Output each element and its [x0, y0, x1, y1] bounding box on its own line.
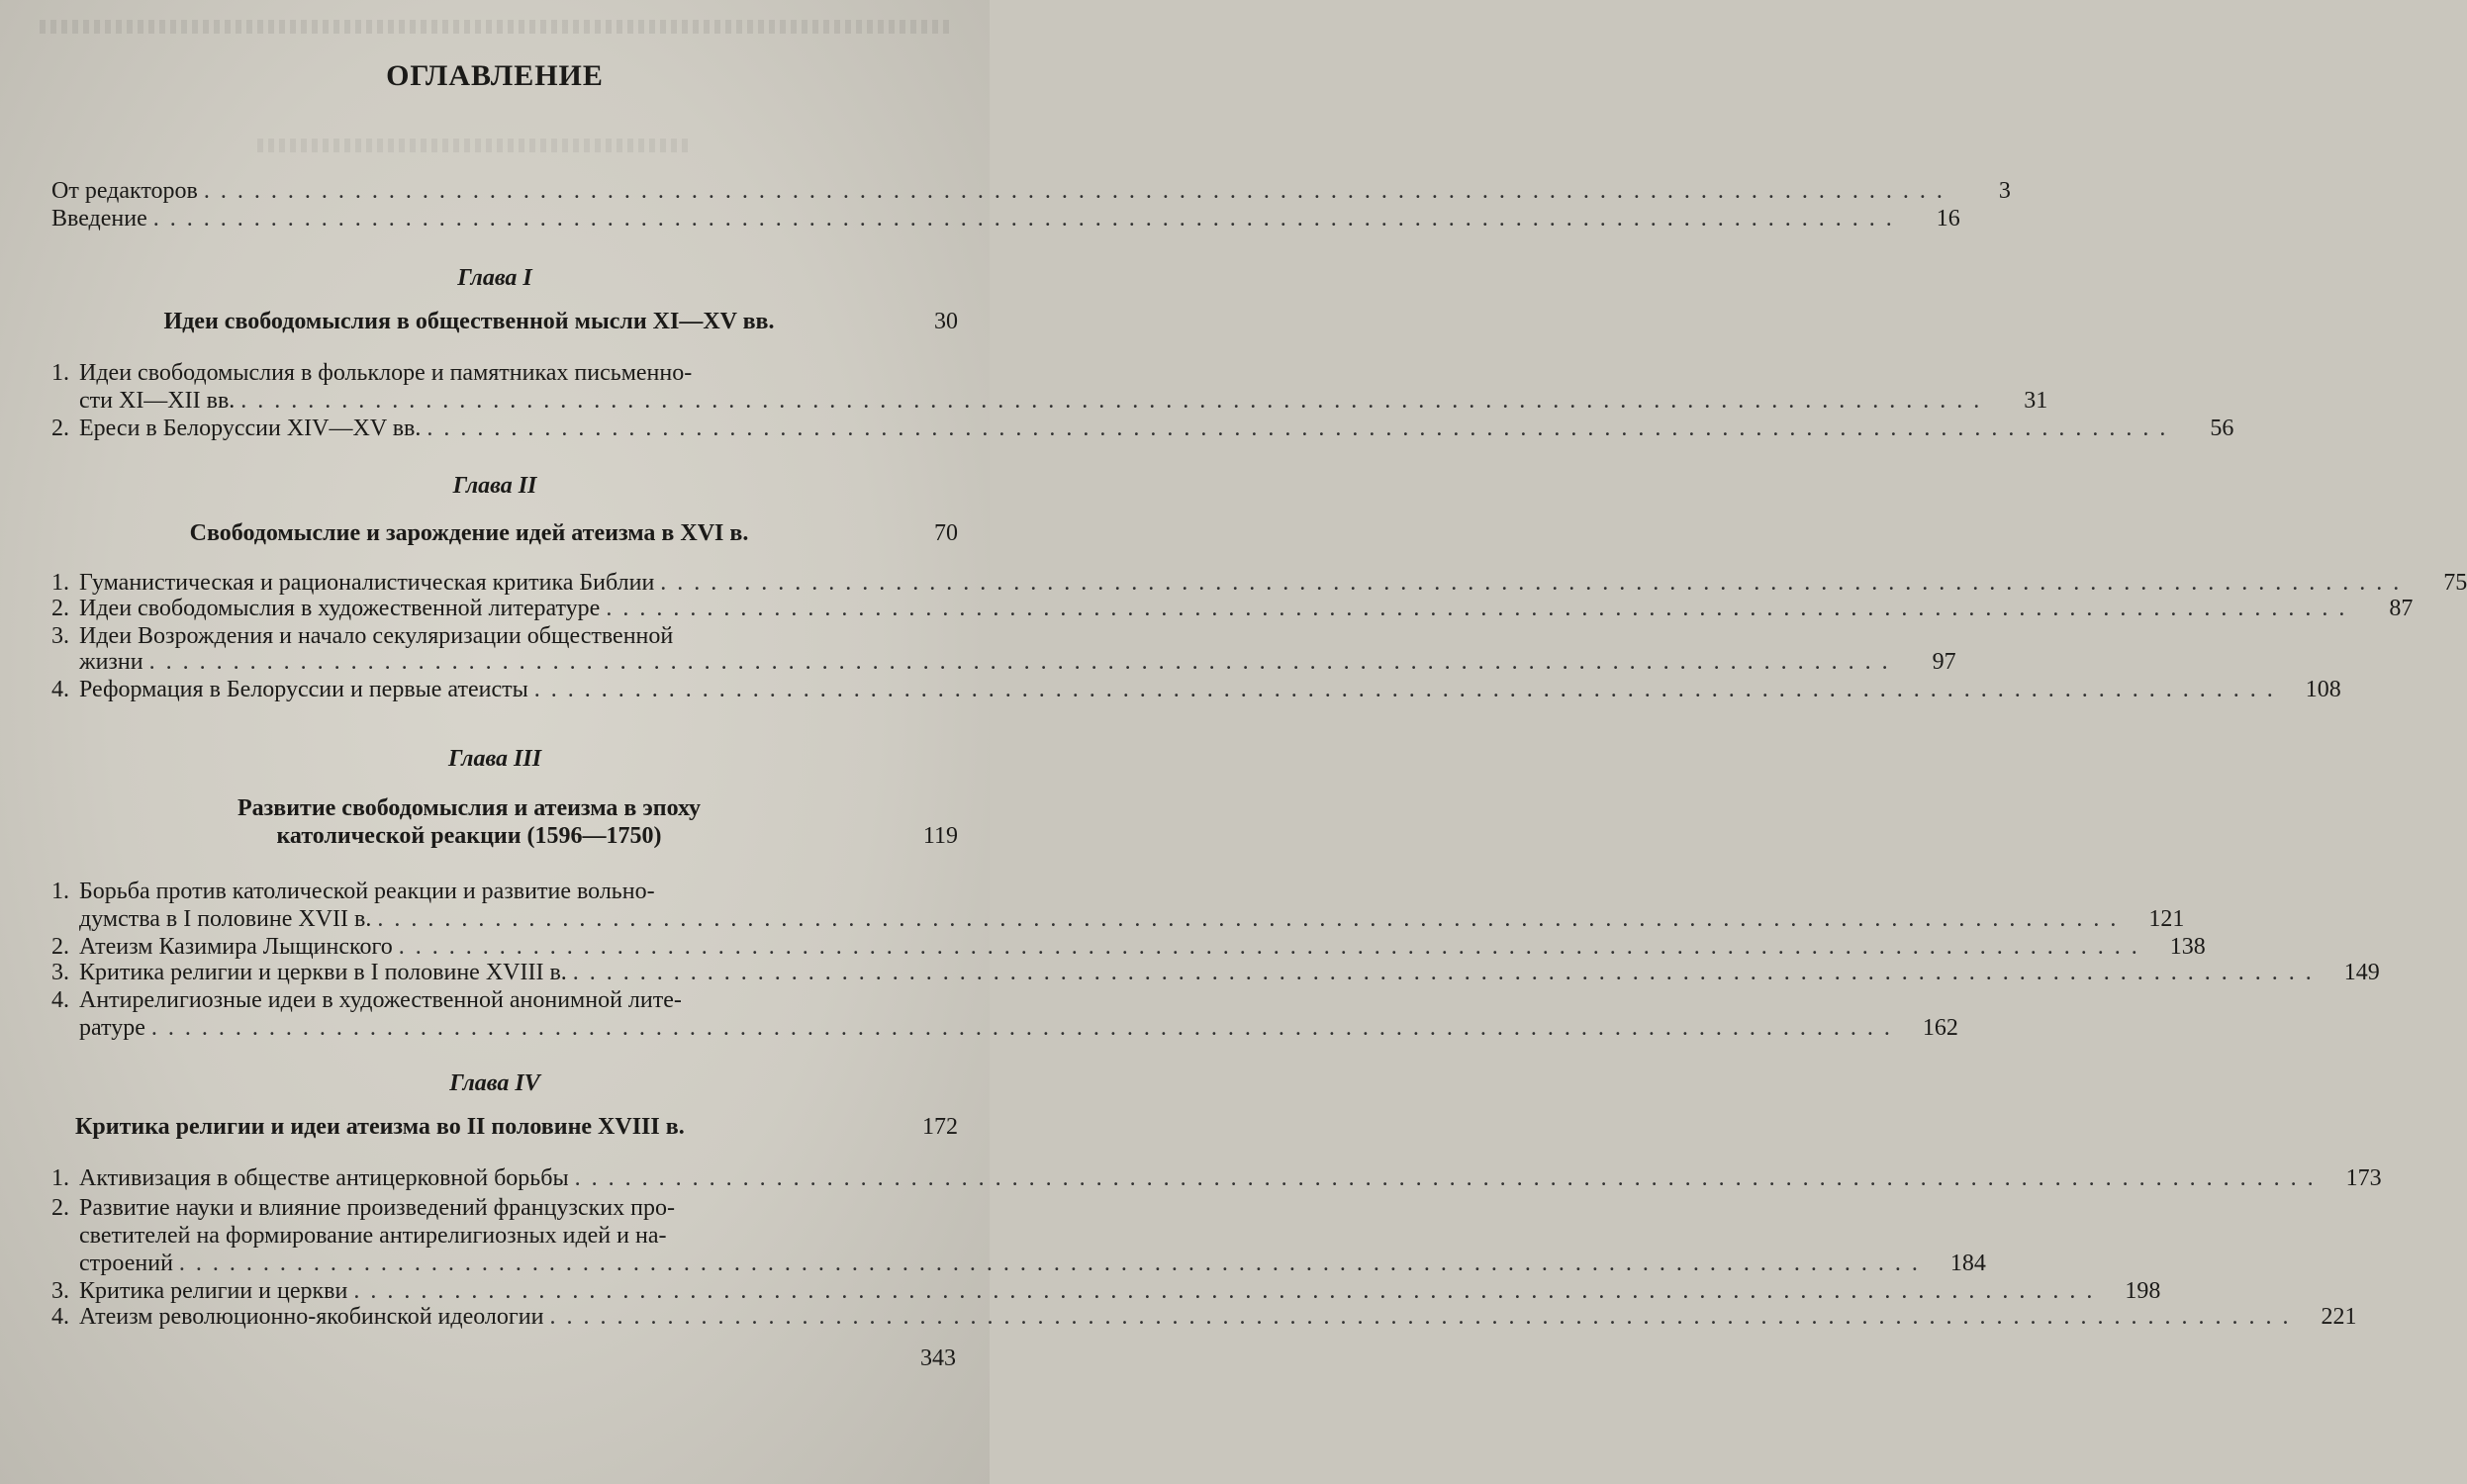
- toc-section: [51, 1302, 2357, 1332]
- section-title-line: светителей на формирование антирелигиозных идей и на-: [79, 1223, 667, 1249]
- section-number: 3.: [51, 960, 69, 985]
- leader-dots: ........................................................................................................: [427, 416, 2177, 441]
- leader-dots: ........................................................................................................: [240, 388, 1991, 414]
- section-number: 4.: [51, 987, 69, 1013]
- leader-dots: ........................................................................................................: [353, 1278, 2104, 1304]
- section-title-line: Атеизм революционно-якобинской идеологии: [79, 1304, 544, 1330]
- toc-section: [51, 985, 958, 1015]
- section-page: 173: [2345, 1165, 2382, 1191]
- section-number: 1.: [51, 570, 69, 596]
- section-title-line: Реформация в Белоруссии и первые атеисты: [79, 677, 528, 702]
- section-title-line: Идеи свободомыслия в фольклоре и памятниках письменно-: [79, 360, 693, 386]
- chapter-label: Глава II: [452, 473, 537, 499]
- section-title-line: Идеи свободомыслия в художественной литературе: [79, 596, 601, 621]
- chapter-label: Глава I: [457, 265, 532, 291]
- section-number: 4.: [51, 677, 69, 702]
- toc-section: [51, 1193, 958, 1223]
- toc-section-continuation: [79, 647, 1956, 677]
- toc-section: [51, 675, 2341, 704]
- toc-section-continuation: [79, 386, 2048, 416]
- section-number: 2.: [51, 416, 69, 441]
- leader-dots: ........................................................................................................: [606, 596, 2356, 621]
- page-number: 343: [920, 1345, 956, 1371]
- toc-entry-page: 3: [1998, 178, 2011, 204]
- chapter-title: [75, 1112, 958, 1142]
- leader-dots: ........................................................................................................: [377, 906, 2128, 932]
- section-title-line: ратуре: [79, 1015, 145, 1041]
- section-number: 1.: [51, 360, 69, 386]
- section-page: 56: [2210, 416, 2234, 441]
- section-number: 2.: [51, 596, 69, 621]
- section-page: 162: [1922, 1015, 1958, 1041]
- chapter-label: Глава IV: [449, 1070, 540, 1096]
- chapter-title-line: Развитие свободомыслия и атеизма в эпоху: [237, 795, 702, 821]
- section-page: 108: [2305, 677, 2341, 702]
- leader-dots: ........................................................................................................: [660, 570, 2411, 596]
- section-page: 138: [2169, 934, 2206, 960]
- show-through-texture: [257, 139, 693, 152]
- leader-dots: ........................................................................................................: [574, 1165, 2325, 1191]
- section-title-line: Ереси в Белоруссии XIV—XV вв.: [79, 416, 422, 441]
- leader-dots: ........................................................................................................: [549, 1304, 2300, 1330]
- section-page: 221: [2321, 1304, 2357, 1330]
- section-page: 121: [2148, 906, 2185, 932]
- toc-entry-title: От редакторов: [51, 178, 198, 204]
- section-title-line: жизни: [79, 649, 143, 675]
- toc-section: [51, 414, 2234, 443]
- chapter-label: Глава III: [447, 746, 542, 772]
- section-number: 3.: [51, 1278, 69, 1304]
- show-through-texture: [40, 20, 950, 34]
- section-title-line: Атеизм Казимира Лыщинского: [79, 934, 393, 960]
- section-number: 3.: [51, 623, 69, 649]
- toc-section-continuation: [79, 1249, 1986, 1278]
- leader-dots: ........................................................................................................: [148, 649, 1899, 675]
- toc-section-continuation: [79, 1221, 958, 1251]
- section-title-line: Активизация в обществе антицерковной борьбы: [79, 1165, 569, 1191]
- section-title-line: Критика религии и церкви в I половине XVIII в.: [79, 960, 567, 985]
- toc-entry-title: Введение: [51, 206, 147, 232]
- leader-dots: ........................................................................................................: [152, 206, 1903, 232]
- section-title-line: Гуманистическая и рационалистическая критика Библии: [79, 570, 655, 596]
- toc-section: [51, 1163, 2382, 1193]
- section-number: 1.: [51, 879, 69, 904]
- chapter-page: 30: [934, 309, 958, 334]
- leader-dots: ........................................................................................................: [572, 960, 2323, 985]
- chapter-page: 119: [922, 823, 958, 849]
- toc-section: [51, 358, 958, 388]
- section-title-line: Развитие науки и влияние произведений французских про-: [79, 1195, 675, 1221]
- section-page: 31: [2024, 388, 2048, 414]
- toc-section-continuation: [79, 1013, 1958, 1043]
- leader-dots: ........................................................................................................: [203, 178, 1953, 204]
- page-title: ОГЛАВЛЕНИЕ: [386, 59, 604, 92]
- section-page: 87: [2389, 596, 2414, 621]
- section-page: 97: [1932, 649, 1956, 675]
- section-title-line: Антирелигиозные идеи в художественной анонимной лите-: [79, 987, 682, 1013]
- chapter-page: 70: [934, 520, 958, 546]
- chapter-title: [59, 518, 958, 548]
- chapter-title-line: католической реакции (1596—1750): [276, 823, 662, 849]
- section-page: 184: [1949, 1251, 1986, 1276]
- section-title-line: строений: [79, 1251, 173, 1276]
- toc-section: [51, 958, 2380, 987]
- toc-entry-page: 16: [1936, 206, 1960, 232]
- chapter-page: 172: [922, 1114, 958, 1140]
- chapter-title-line: Идеи свободомыслия в общественной мысли XI—XV вв.: [163, 309, 775, 334]
- chapter-title: [59, 307, 958, 336]
- toc-section: [51, 877, 958, 906]
- chapter-title-line: Свободомыслие и зарождение идей атеизма в XVI в.: [189, 520, 749, 546]
- section-title-line: сти XI—XII вв.: [79, 388, 236, 414]
- section-page: 149: [2343, 960, 2380, 985]
- chapter-title-line: Критика религии и идеи атеизма во II половине XVIII в.: [75, 1114, 685, 1140]
- section-title-line: думства в I половине XVII в.: [79, 906, 372, 932]
- leader-dots: ........................................................................................................: [398, 934, 2148, 960]
- toc-section-continuation: [79, 904, 2185, 934]
- leader-dots: ........................................................................................................: [150, 1015, 1901, 1041]
- section-number: 1.: [51, 1165, 69, 1191]
- section-number: 2.: [51, 1195, 69, 1221]
- chapter-title: [59, 793, 958, 853]
- leader-dots: ........................................................................................................: [533, 677, 2284, 702]
- leader-dots: ........................................................................................................: [178, 1251, 1929, 1276]
- toc-section: [51, 594, 2414, 623]
- section-page: 75: [2443, 570, 2467, 596]
- toc-entry: [51, 176, 2011, 206]
- toc-entry: [51, 204, 1960, 233]
- section-title-line: Борьба против католической реакции и развитие вольно-: [79, 879, 655, 904]
- section-title-line: Критика религии и церкви: [79, 1278, 348, 1304]
- section-number: 2.: [51, 934, 69, 960]
- section-page: 198: [2125, 1278, 2161, 1304]
- section-title-line: Идеи Возрождения и начало секуляризации общественной: [79, 623, 674, 649]
- section-number: 4.: [51, 1304, 69, 1330]
